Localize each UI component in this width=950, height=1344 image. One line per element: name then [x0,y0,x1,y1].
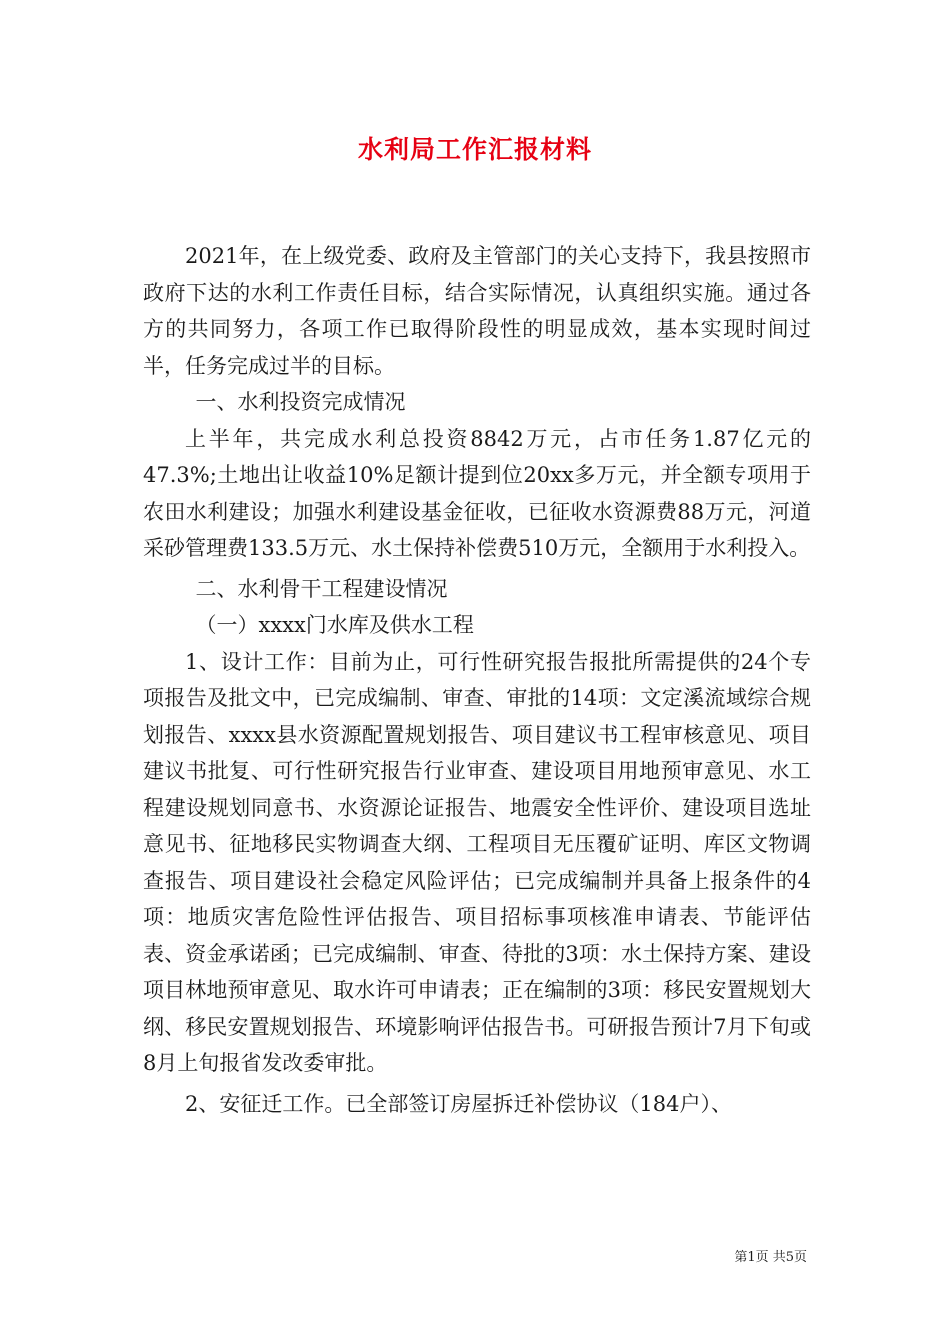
subsection-heading-reservoir: （一）xxxx门水库及供水工程 [195,613,474,637]
intro-paragraph: 2021年，在上级党委、政府及主管部门的关心支持下，我县按照市政府下达的水利工作责任目标，结合实际情况，认真组织实施。通过各方的共同努力，各项工作已取得阶段性的明显成效，基本实现时间过半，任务完成过半的目标。 [143,244,811,378]
section-heading-projects: 二、水利骨干工程建设情况 [195,576,448,601]
section-heading-investment: 一、水利投资完成情况 [195,390,406,414]
design-work-paragraph: 1、设计工作：目前为止，可行性研究报告报批所需提供的24个专项报告及批文中，已完成编制、审查、审批的14项：文定溪流域综合规划报告、xxxx县水资源配置规划报告、项目建议书工程审核意见、项目建议书批复、可行性研究报告行业审查、建设项目用地预审意见、水工程建设规划同意书、水资源论证报告、地震安全性评价、建设项目选址意见书、征地移民实物调查大纲、工程项目无压覆矿证明、库区文物调查报告、项目建设社会稳定风险评估；已完成编制并具备上报条件的4项：地质灾害危险性评估报告、项目招标事项核准申请表、节能评估表、资金承诺函；已完成编制、审查、待批的3项：水土保持方案、建设项目林地预审意见、取水许可申请表；正在编制的3项：移民安置规划大纲、移民安置规划报告、环境影响评估报告书。可研报告预计7月下旬或8月上旬报省发改委审批。 [143,649,811,1075]
document-body [143,238,811,1122]
relocation-paragraph: 2、安征迁工作。已全部签订房屋拆迁补偿协议（184户）、 [185,1091,732,1116]
document-title: 水利局工作汇报材料 [357,135,592,164]
page-number: 第1页 共5页 [734,1250,807,1265]
investment-paragraph: 上半年，共完成水利总投资8842万元，占市任务1.87亿元的47.3%;土地出让收益10%足额计提到位20xx多万元，并全额专项用于农田水利建设；加强水利建设基金征收，已征收水资源费88万元，河道采砂管理费133.5万元、水土保持补偿费510万元，全额用于水利投入。 [143,426,811,560]
